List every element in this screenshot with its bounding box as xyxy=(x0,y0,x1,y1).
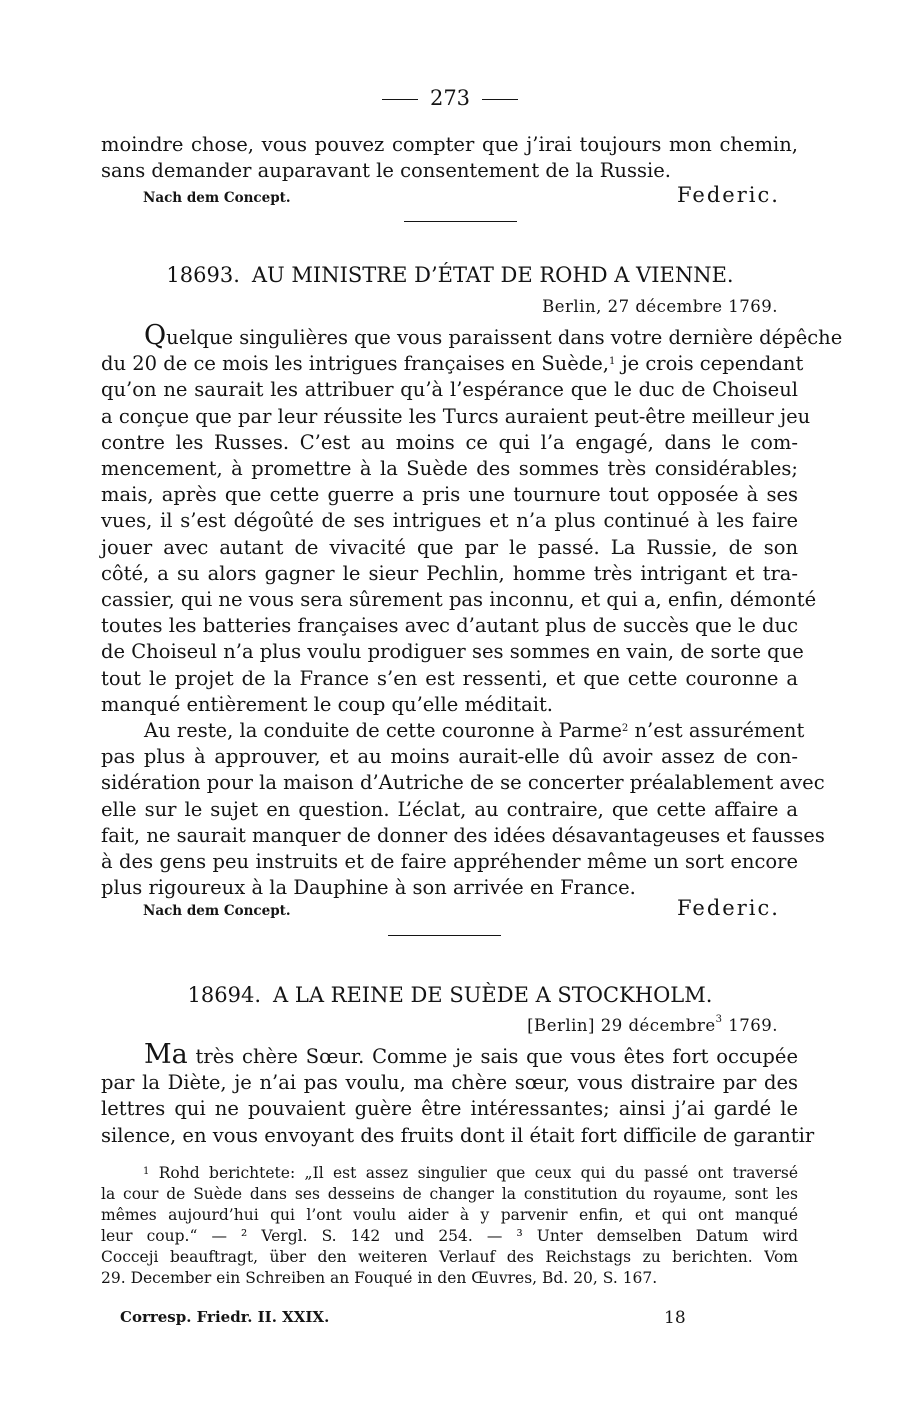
text-line: mais, après que cette guerre a pris une tournure tout opposée à ses xyxy=(101,483,798,507)
footnote-line: la cour de Suède dans ses desseins de changer la constitution du royaume, sont les xyxy=(101,1185,798,1203)
text-line: fait, ne saurait manquer de donner des idées désavantageuses et fausses xyxy=(101,823,825,847)
text-line: côté, a su alors gagner le sieur Pechlin, homme très intrigant et tra- xyxy=(101,561,798,585)
text-line: Quelque singulières que vous paraissent dans votre dernière dépêche xyxy=(144,320,843,351)
source-note: Nach dem Concept. xyxy=(143,190,291,206)
footnote-line: 29. December ein Schreiben an Fouqué in den Œuvres, Bd. 20, S. 167. xyxy=(101,1269,658,1287)
text-line: vues, il s’est dégoûté de ses intrigues et n’a plus continué à les faire xyxy=(101,509,798,533)
text-line: Ma très chère Sœur. Comme je sais que vous êtes fort occupée xyxy=(144,1039,798,1070)
text-line: qu’on ne saurait les attribuer qu’à l’espérance que le duc de Choiseul xyxy=(101,378,798,402)
signature: Federic. xyxy=(677,183,780,207)
source-note: Nach dem Concept. xyxy=(143,903,291,919)
text-line: du 20 de ce mois les intrigues françaises en Suède,$^1$ je crois cependant xyxy=(101,352,804,376)
footnote-marker: 1 xyxy=(609,356,616,368)
text-line: par la Diète, je n’ai pas voulu, ma chère sœur, vous distraire par des xyxy=(101,1071,798,1095)
text-line: tout le projet de la France s’en est ressenti, et que cette couronne a xyxy=(101,666,798,690)
footnote-marker: 1 xyxy=(143,1166,150,1177)
footnotes xyxy=(101,1163,798,1289)
page-number: 273 xyxy=(429,86,471,110)
dateline: Berlin, 27 décembre 1769. xyxy=(542,297,778,316)
signature: Federic. xyxy=(677,896,780,920)
text-line: de Choiseul n’a plus voulu prodiguer ses sommes en vain, de sorte que xyxy=(101,640,804,664)
text-line: toutes les batteries françaises avec d’autant plus de succès que le duc xyxy=(101,614,798,638)
section-divider xyxy=(404,221,517,222)
text-line: silence, en vous envoyant des fruits dont il était fort difficile de garantir xyxy=(101,1123,815,1147)
continuation-text xyxy=(101,132,798,184)
dateline: [Berlin] 29 décembre$^3$ 1769. xyxy=(527,1014,778,1035)
text-line: moindre chose, vous pouvez compter que j’irai toujours mon chemin, xyxy=(101,133,798,156)
letter-number: 18693. xyxy=(166,263,240,287)
initial-letter: Q xyxy=(144,320,167,351)
page-header xyxy=(0,86,900,110)
footnote-line: $^1$ Rohd berichtete: „Il est assez singulier que ceux qui du passé ont traversé xyxy=(143,1164,798,1182)
text-line: Au reste, la conduite de cette couronne à Parme$^2$ n’est assurément xyxy=(144,719,805,743)
text-line: jouer avec autant de vivacité que par le passé. La Russie, de son xyxy=(101,535,798,559)
text-line: à des gens peu instruits et de faire appréhender même un sort encore xyxy=(101,850,798,874)
text-line: a conçue que par leur réussite les Turcs auraient peut-être meilleur jeu xyxy=(101,404,811,428)
footnote-marker: 3 xyxy=(715,1014,723,1025)
footnote-marker: 2 xyxy=(621,723,629,735)
letter-heading xyxy=(0,263,900,287)
letter-recipient: AU MINISTRE D’ÉTAT DE ROHD A VIENNE. xyxy=(251,263,734,287)
text-line: lettres qui ne pouvaient guère être intéressantes; ainsi j’ai gardé le xyxy=(101,1097,798,1121)
header-dash-left xyxy=(382,99,418,100)
header-dash-right xyxy=(482,99,518,100)
text-line: sidération pour la maison d’Autriche de se concerter préalablement avec xyxy=(101,771,825,795)
letter-heading xyxy=(0,983,900,1007)
letter-number: 18694. xyxy=(187,983,262,1007)
letter-body xyxy=(101,320,843,901)
text-line: manqué entièrement le coup qu’elle méditait. xyxy=(101,692,554,716)
text-line: elle sur le sujet en question. L’éclat, au contraire, que cette affaire a xyxy=(101,797,798,821)
text-line: sans demander auparavant le consentement de la Russie. xyxy=(101,159,671,183)
series-title: Corresp. Friedr. II. XXIX. xyxy=(120,1308,330,1326)
initial-letter: Ma xyxy=(144,1039,188,1070)
text-line: contre les Russes. C’est au moins ce qui l’a engagé, dans le com- xyxy=(101,430,798,454)
footnote-line: leur coup.“ — ² Vergl. S. 142 und 254. — ³ Unter demselben Datum wird xyxy=(101,1227,798,1245)
text-line: pas plus à approuver, et au moins aurait-elle dû avoir assez de con- xyxy=(101,745,798,769)
footnote-line: Cocceji beauftragt, über den weiteren Verlauf des Reichstags zu berichten. Vom xyxy=(101,1248,798,1266)
signature-mark: 18 xyxy=(664,1308,686,1328)
footnote-line: mêmes aujourd’hui qui l’ont voulu aider à y parvenir enfin, et qui ont manqué xyxy=(101,1206,798,1224)
text-line: plus rigoureux à la Dauphine à son arrivée en France. xyxy=(101,876,636,900)
text-line: mencement, à promettre à la Suède des sommes très considérables; xyxy=(101,457,798,481)
letter-recipient: A LA REINE DE SUÈDE A STOCKHOLM. xyxy=(273,983,713,1007)
letter-body xyxy=(101,1039,815,1149)
section-divider xyxy=(388,935,501,936)
text-line: cassier, qui ne vous sera sûrement pas inconnu, et qui a, enfin, démonté xyxy=(101,588,817,612)
